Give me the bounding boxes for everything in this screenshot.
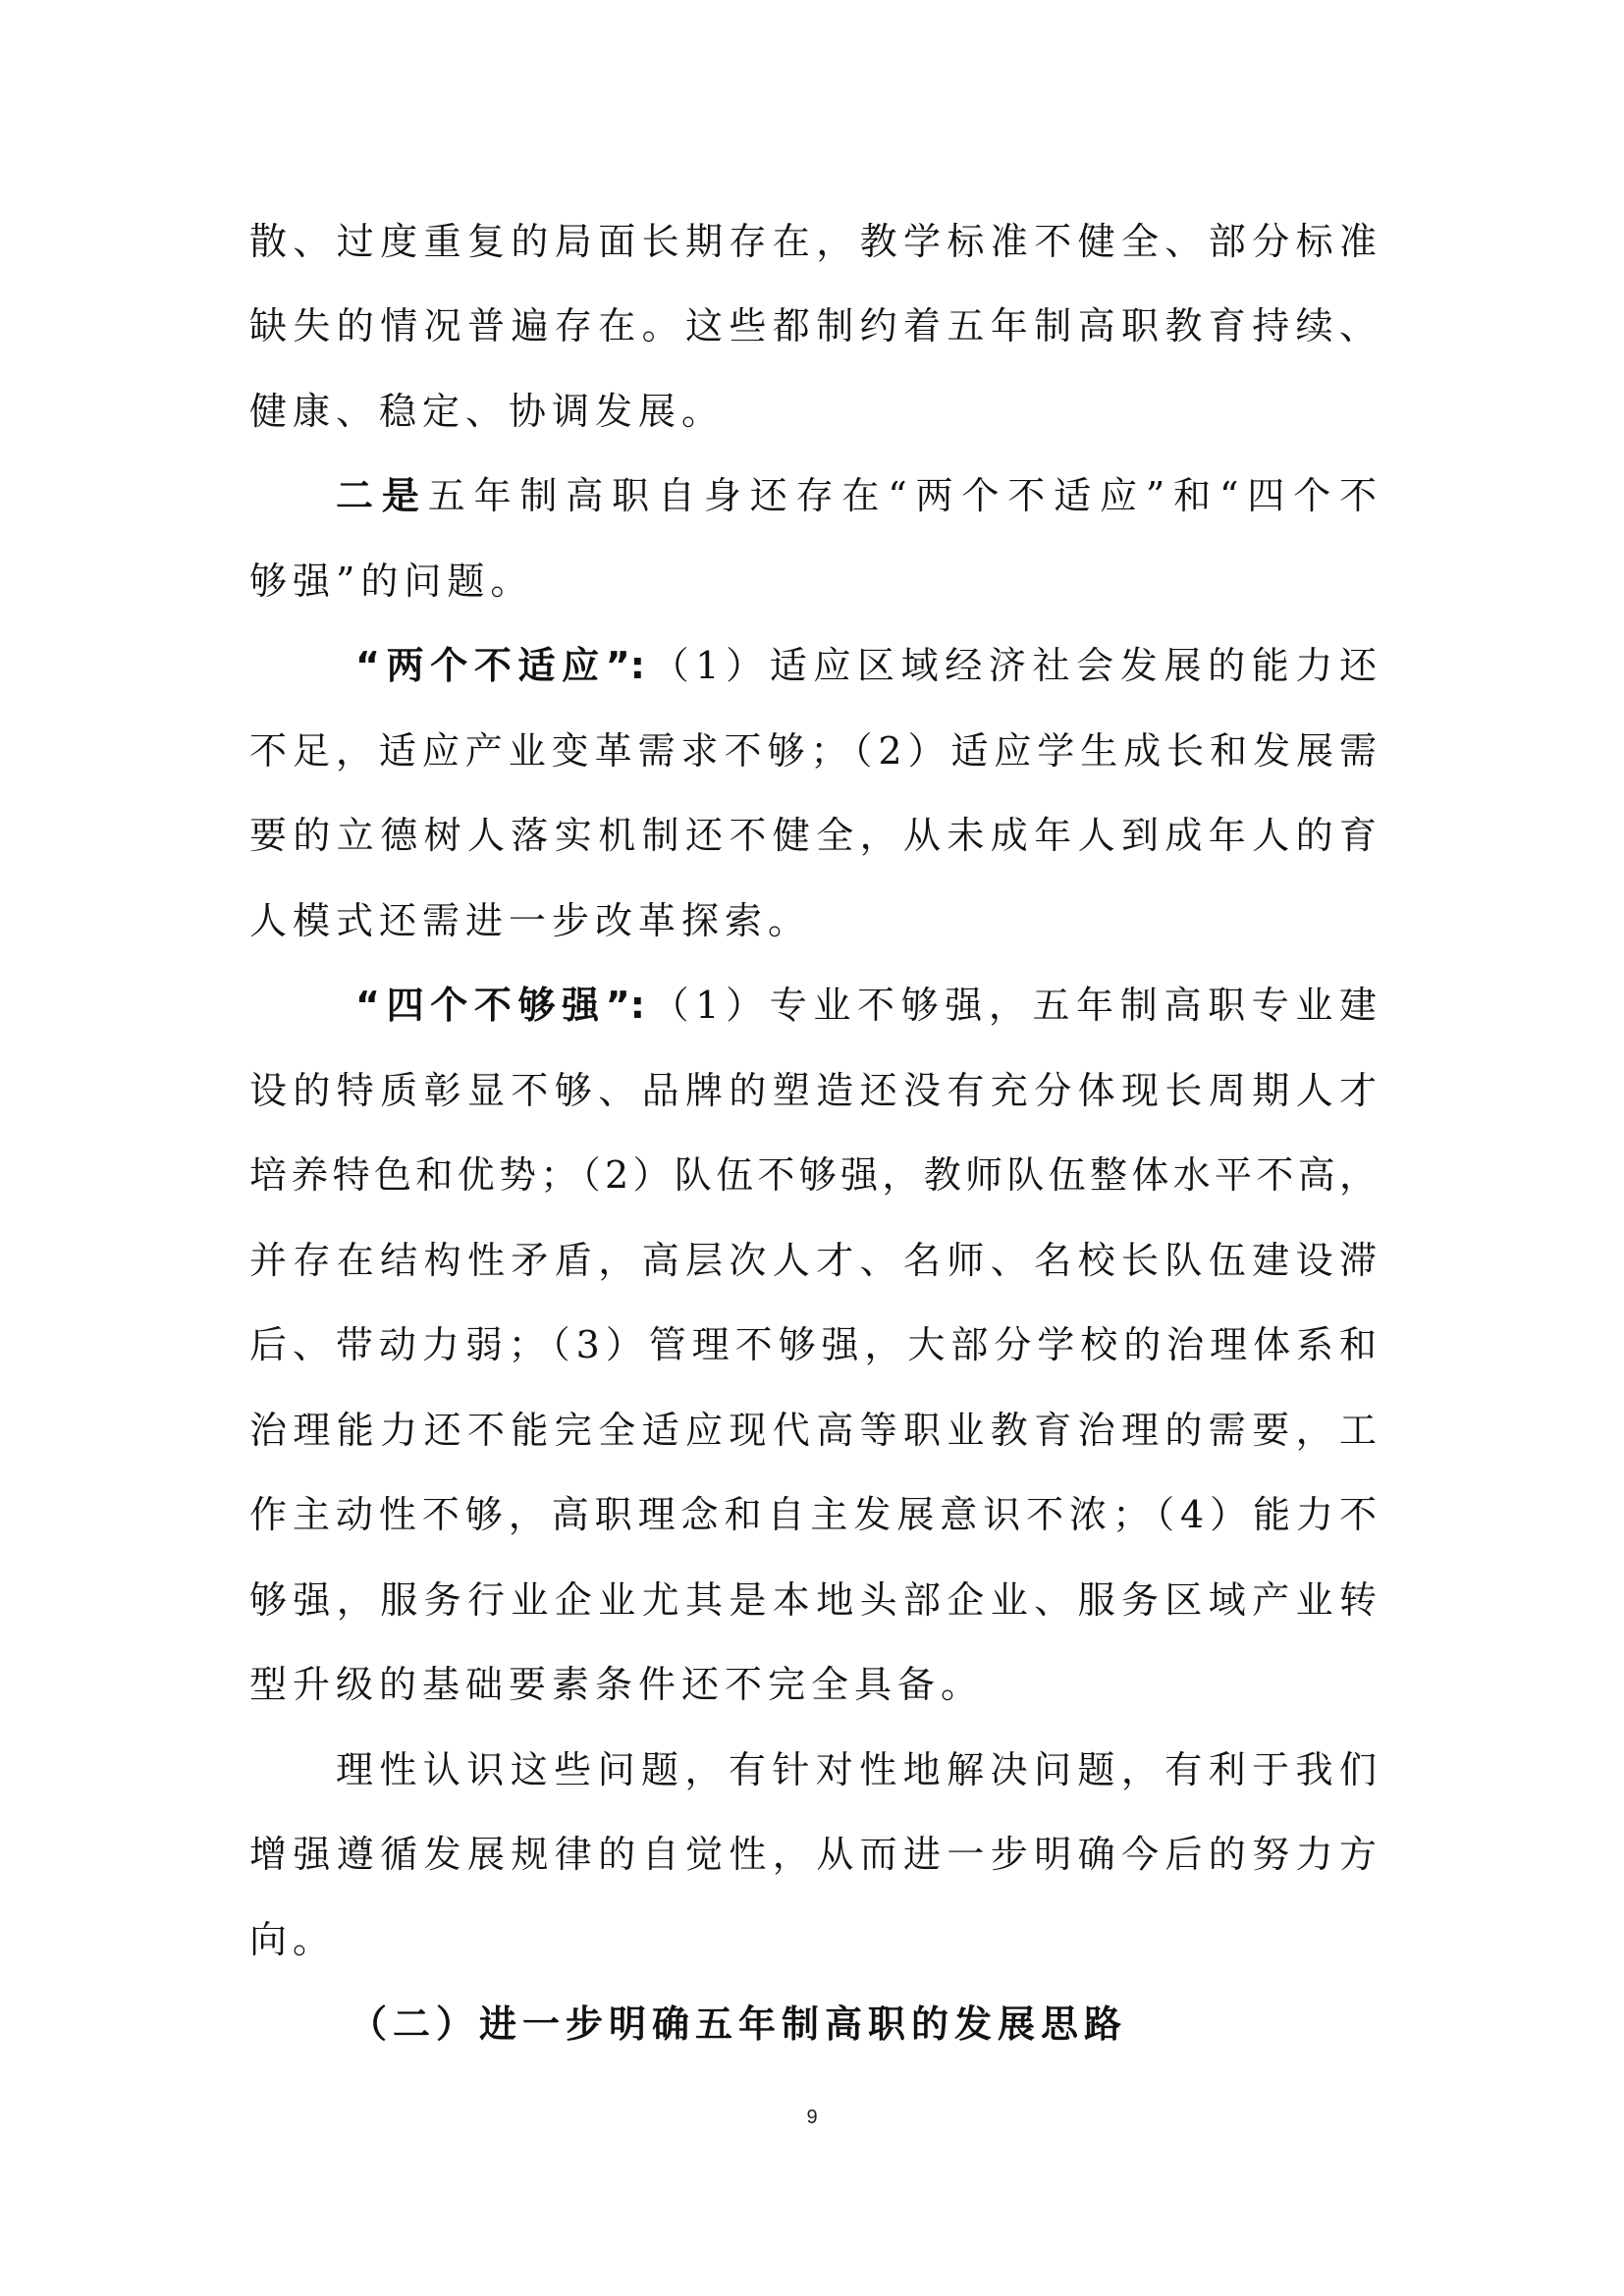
section-heading: （二）进一步明确五年制高职的发展思路 — [350, 2002, 1128, 2046]
text-line: 并存在结构性矛盾，高层次人才、名师、名校长队伍建设滞 — [249, 1239, 1377, 1282]
bold-lead-label: 二是 — [336, 474, 428, 517]
page-number: 9 — [806, 2107, 818, 2128]
text-line: 设的特质彰显不够、品牌的塑造还没有充分体现长周期人才 — [249, 1069, 1377, 1112]
text-line: 缺失的情况普遍存在。这些都制约着五年制高职教育持续、 — [249, 304, 1377, 347]
text-line: 散、过度重复的局面长期存在，教学标准不健全、部分标准 — [249, 220, 1377, 263]
text-run: 五年制高职自身还存在“两个不适应”和“四个不 — [427, 474, 1377, 517]
bold-lead-label: “两个不适应”: — [355, 644, 645, 687]
text-run: （1）专业不够强，五年制高职专业建 — [644, 984, 1377, 1027]
text-line: 人模式还需进一步改革探索。 — [249, 899, 812, 942]
text-line: 够强”的问题。 — [249, 560, 534, 603]
text-line: 治理能力还不能完全适应现代高等职业教育治理的需要，工 — [249, 1409, 1377, 1452]
text-line: 健康、稳定、协调发展。 — [249, 390, 726, 433]
text-line: 作主动性不够，高职理念和自主发展意识不浓；（4）能力不 — [249, 1493, 1377, 1536]
paragraph-second-issue-first-line — [336, 474, 1377, 517]
text-run: （1）适应区域经济社会发展的能力还 — [644, 644, 1377, 687]
text-line: 理性认识这些问题，有针对性地解决问题，有利于我们 — [336, 1748, 1377, 1791]
text-line: 够强，服务行业企业尤其是本地头部企业、服务区域产业转 — [249, 1578, 1377, 1622]
text-line: 增强遵循发展规律的自觉性，从而进一步明确今后的努力方 — [249, 1833, 1377, 1876]
text-line: 后、带动力弱；（3）管理不够强，大部分学校的治理体系和 — [249, 1323, 1377, 1366]
bold-lead-label: “四个不够强”: — [355, 984, 645, 1027]
text-line: 培养特色和优势；（2）队伍不够强，教师队伍整体水平不高， — [249, 1153, 1377, 1197]
text-line: 要的立德树人落实机制还不健全，从未成年人到成年人的育 — [249, 814, 1377, 857]
text-line: 向。 — [249, 1918, 337, 1961]
paragraph-four-weaknesses-first-line — [355, 984, 1377, 1027]
text-line: 不足，适应产业变革需求不够；（2）适应学生成长和发展需 — [249, 729, 1377, 773]
paragraph-two-inadaptations-first-line — [355, 644, 1377, 687]
text-line: 型升级的基础要素条件还不完全具备。 — [249, 1663, 985, 1706]
